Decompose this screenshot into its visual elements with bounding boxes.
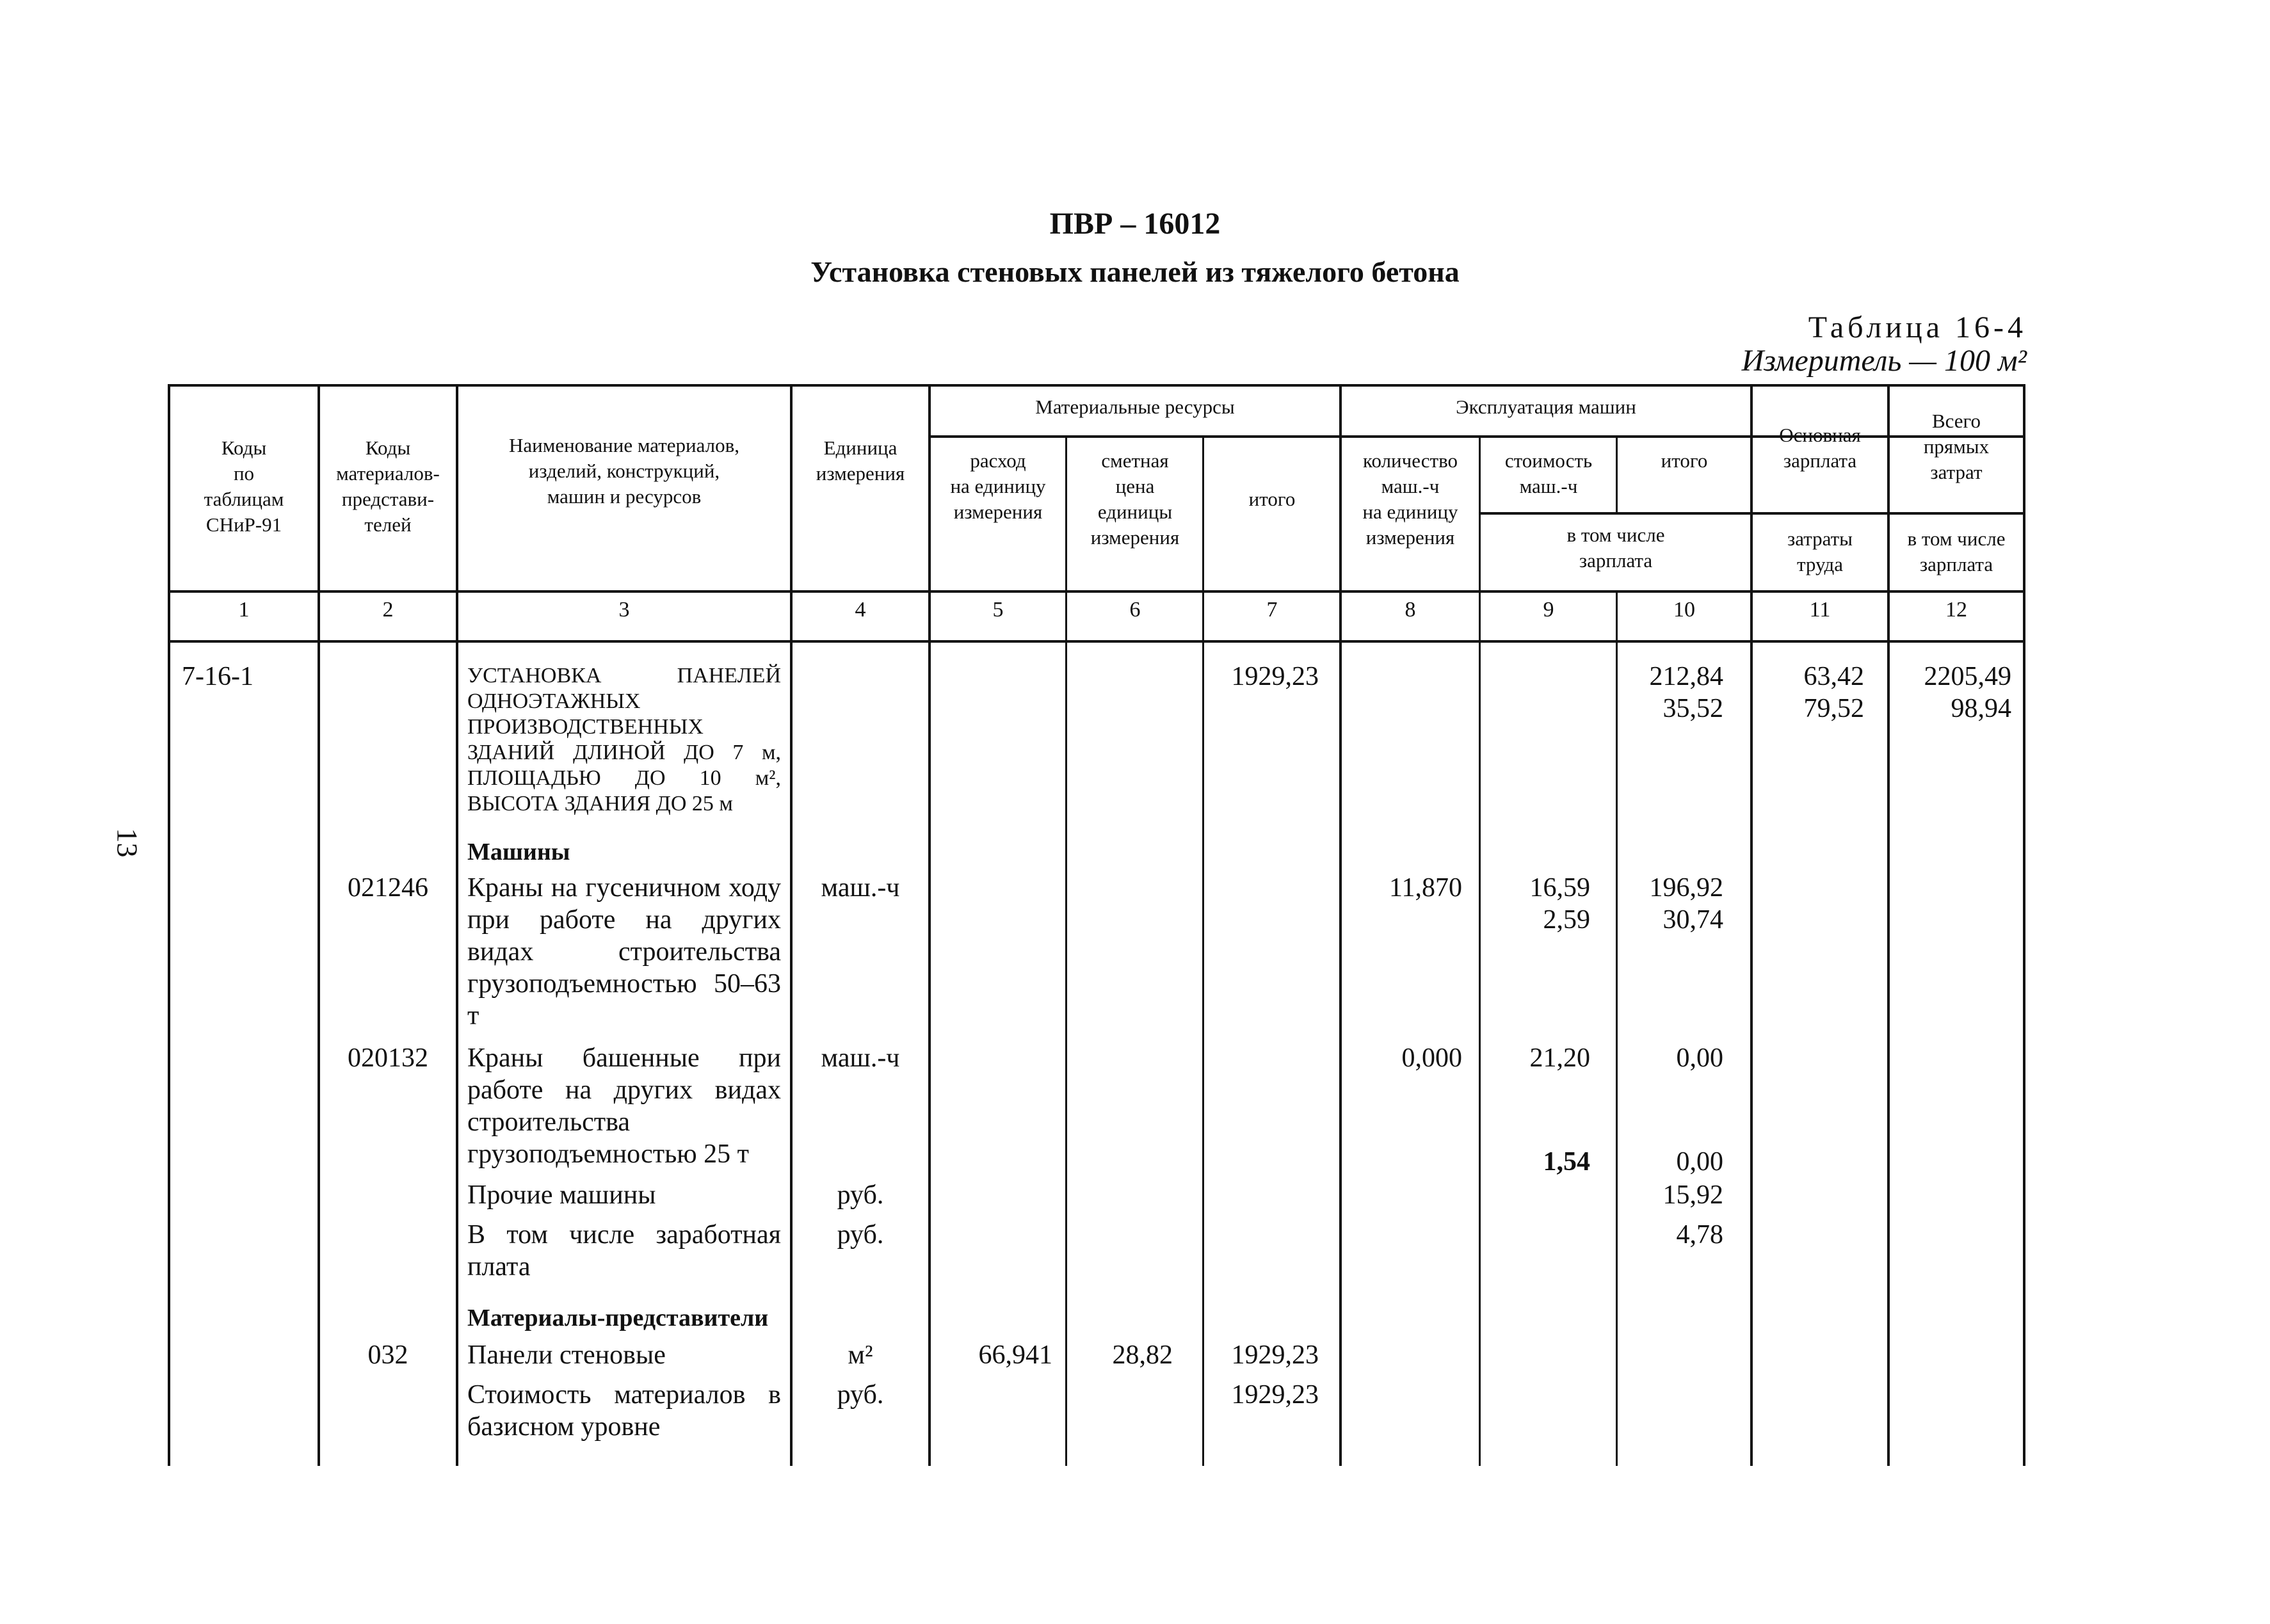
other-machines-total: 15,92	[1662, 1180, 1723, 1210]
header-col-9-10-sub: в том числе зарплата	[1566, 524, 1665, 572]
panels-price: 28,82	[1112, 1340, 1173, 1370]
crane-crawler-total: 196,92 30,74	[1649, 873, 1723, 935]
col-border-0	[168, 384, 170, 1466]
other-machines-name: Прочие машины	[467, 1180, 656, 1210]
machines-heading: Машины	[467, 839, 570, 865]
column-number: 12	[1945, 598, 1967, 622]
header-col-2: Коды материалов- представи- телей	[336, 437, 440, 536]
header-col-3: Наименование материалов, изделий, конструкций, машин и ресурсов	[508, 434, 740, 508]
table-number: Таблица 16-4	[1808, 310, 2027, 344]
incl-salary-total: 4,78	[1676, 1220, 1723, 1250]
header-col-4: Единица измерения	[816, 437, 905, 485]
column-number: 6	[1129, 598, 1141, 622]
header-col-11-top: Основная зарплата	[1779, 424, 1861, 472]
crane-tower-unit: маш.-ч	[821, 1043, 900, 1073]
column-number: 5	[992, 598, 1004, 622]
header-col-11-sub: затраты труда	[1787, 527, 1853, 575]
column-number: 4	[855, 598, 866, 622]
header-col-1: Коды по таблицам СНиР-91	[204, 437, 284, 536]
header-col-7: итого	[1248, 488, 1296, 510]
crane-crawler-cost: 16,59 2,59	[1529, 873, 1590, 935]
col-border-3	[790, 384, 793, 1466]
document-title: Установка стеновых панелей из тяжелого бетона	[810, 255, 1460, 288]
col-border-2	[456, 384, 458, 1466]
main-row-code: 7-16-1	[182, 662, 254, 691]
column-number: 1	[238, 598, 250, 622]
col-border-9-lower	[1616, 590, 1618, 1466]
main-row-total-machines: 212,84 35,52	[1649, 662, 1723, 723]
number-row-bottom-border	[168, 640, 2025, 643]
page-number: 13	[111, 828, 144, 858]
col-border-9-upper	[1616, 435, 1618, 512]
incl-salary-name: В том числе заработная плата	[467, 1220, 781, 1282]
header-col-5: расход на единицу измерения	[950, 449, 1046, 523]
main-row-name: УСТАНОВКА ПАНЕЛЕЙ ОДНОЭТАЖНЫХ ПРОИЗВОДСТВЕННЫХ ЗДАНИЙ ДЛИНОЙ ДО 7 м, ПЛОЩАДЬЮ ДО 10 м², ВЫСОТА ЗДАНИЯ ДО 25 м	[467, 664, 781, 816]
incl-salary-unit: руб.	[837, 1220, 884, 1250]
main-row-base-salary: 63,42 79,52	[1803, 662, 1864, 723]
column-number: 9	[1543, 598, 1554, 622]
panels-code: 032	[367, 1340, 408, 1370]
header-col-6: сметная цена единицы измерения	[1090, 449, 1180, 549]
crane-crawler-unit: маш.-ч	[821, 873, 900, 903]
header-materials-group: Материальные ресурсы	[1035, 396, 1235, 418]
crane-crawler-name: Краны на гусеничном ходу при работе на других видах строительства грузоподъемностью 50–63 т	[467, 873, 781, 1031]
header-col-12-sub: в том числе зарплата	[1907, 527, 2006, 575]
panels-unit: м²	[848, 1340, 873, 1370]
crane-tower-salary-total: 0,00	[1676, 1147, 1723, 1177]
col-border-1	[318, 384, 320, 1466]
materials-cost-unit: руб.	[837, 1380, 884, 1410]
other-machines-unit: руб.	[837, 1180, 884, 1210]
main-row-total-materials: 1929,23	[1231, 662, 1319, 691]
header-col-12-top: Всего прямых затрат	[1923, 410, 1990, 483]
column-number: 3	[618, 598, 630, 622]
header-bottom-border	[168, 590, 2025, 593]
crane-tower-qty: 0,000	[1401, 1043, 1462, 1073]
main-row-direct-costs: 2205,49 98,94	[1924, 662, 2011, 723]
crane-tower-code: 020132	[348, 1043, 428, 1073]
col-border-12	[2023, 384, 2025, 1466]
column-number: 11	[1809, 598, 1831, 622]
table-top-border	[168, 384, 2025, 387]
header-machines-group: Эксплуатация машин	[1456, 396, 1636, 418]
crane-tower-salary-cost: 1,54	[1543, 1147, 1590, 1177]
panels-rate: 66,941	[978, 1340, 1052, 1370]
crane-tower-cost: 21,20	[1529, 1043, 1590, 1073]
panels-total: 1929,23	[1231, 1340, 1319, 1370]
crane-tower-name: Краны башенные при работе на других видах строительства грузоподъемностью 25 т	[467, 1043, 781, 1169]
crane-crawler-qty: 11,870	[1389, 873, 1462, 903]
panels-name: Панели стеновые	[467, 1340, 666, 1370]
materials-cost-total: 1929,23	[1231, 1380, 1319, 1410]
col-border-5	[1065, 435, 1067, 1466]
column-number: 10	[1673, 598, 1695, 622]
materials-heading: Материалы-представители	[467, 1305, 769, 1331]
materials-cost-name: Стоимость материалов в базисном уровне	[467, 1380, 781, 1442]
column-number: 7	[1266, 598, 1278, 622]
crane-tower-total: 0,00	[1676, 1043, 1723, 1073]
document-code: ПВР – 16012	[1049, 207, 1221, 241]
header-col-10: итого	[1661, 449, 1708, 472]
col-border-8	[1479, 435, 1481, 1466]
column-number: 2	[382, 598, 394, 622]
header-col-9: стоимость маш.-ч	[1504, 449, 1593, 497]
col-border-4	[928, 384, 931, 1466]
table-unit: Измеритель — 100 м²	[1741, 344, 2027, 378]
col-border-6	[1202, 435, 1204, 1466]
crane-crawler-code: 021246	[348, 873, 428, 903]
column-number: 8	[1405, 598, 1416, 622]
header-col-8: количество маш.-ч на единицу измерения	[1362, 449, 1458, 549]
